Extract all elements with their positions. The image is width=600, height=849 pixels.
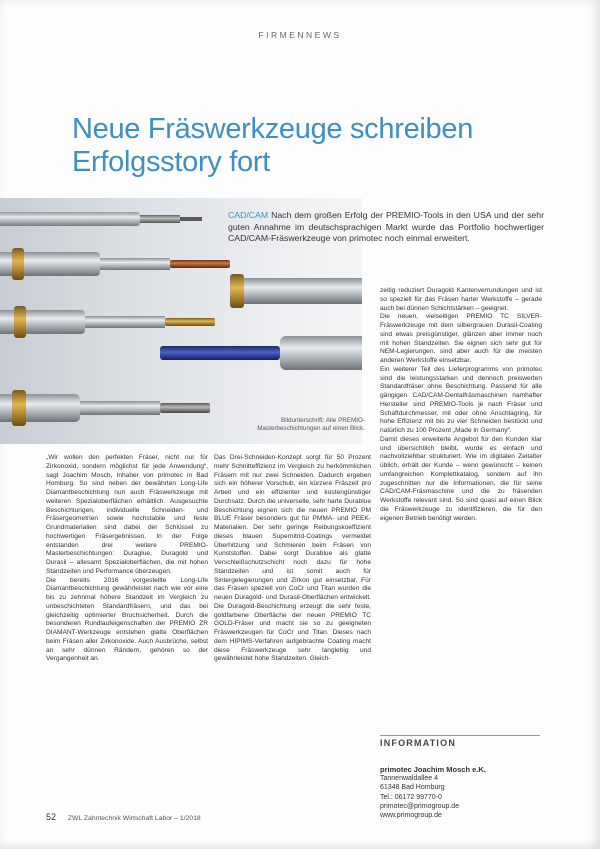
tool-3 bbox=[230, 274, 362, 308]
paragraph: zeitig reduziert Duragold Kantenverrundungen und ist so speziell für das Fräsen harter Werkstoffe – gerade auch bei dünnen Schichtstärken – geeignet. bbox=[380, 287, 542, 312]
text-column-3 bbox=[380, 287, 542, 523]
image-caption: Bildunterschrift: Alle PREMIO-Masterbeschichtungen auf einen Blick. bbox=[257, 417, 365, 432]
text-column-2 bbox=[214, 454, 371, 664]
tool-6 bbox=[0, 390, 210, 426]
headline-line-2: Erfolgsstory fort bbox=[72, 146, 270, 178]
text-column-1 bbox=[46, 454, 208, 664]
paragraph: Damit dieses erweiterte Angebot für den Kunden klar und übersichtlich bleibt, wurde es einfach und nachvollziehbar strukturiert. Wie im digitalen Zeitalter üblich, erhält der Kunde – wenn gewünscht – keinen umfangreichen Komplettkatalog, sondern auf ihn zugeschnitten nur die Informationen, die für seine CAD/CAM-Fräsmaschine und die zu fräsenden Werkstoffe relevant sind. So sind quasi auf einen Blick die Fräswerkzeuge zu identifizieren, die für den eigenen Betrieb benötigt werden. bbox=[380, 435, 542, 522]
lead-tag: CAD/CAM bbox=[228, 210, 269, 220]
tool-5 bbox=[160, 336, 362, 370]
paragraph: Das Drei-Schneiden-Konzept sorgt für 50 Prozent mehr Schnitteffizienz im Vergleich zu herkömmlichen Fräsern mit nur zwei Schneiden. Dadurch ergeben sich ein höherer Vorschub, ein kürzere Fräszeit pro Arbeit und ein effizienter und kostengünstiger Durchsatz. Durch die universelle, sehr harte Durablue Beschichtung eignen sich die neuen PREMIO PM BLUE Fräser besonders gut für PMMA- und PEEK-Materialien. Der sehr geringe Reibungskoeffizient dieses blauen Supernitrid-Coatings vermeidet Überhitzung und Schmieren beim Fräsen von Kunststoffen. Dabei sorgt Durablue als glatte Verschleißschutzschicht noch dazu für hohe Standzeiten und ist somit auch für Sintergelegierungen und Zirkon gut einsetzbar. Für das Fräsen speziell von CoCr und Titan wurden die neuen Duragold- und Durasil-Oberflächen entwickelt. Die Duragold-Beschichtung erzeugt die sehr feste, goldfarbene Oberfläche der neuen PREMIO TC GOLD-Fräser und macht sie so zu geeigneten Fräswerkzeugen für CoCr und Titan. Dieses nach dem HIPIMS-Verfahren aufgebrachte Coating macht diese Fräswerkzeuge sehr langlebig und gewährleistet hohe Standzeiten. Gleich- bbox=[214, 454, 371, 663]
info-box bbox=[380, 765, 545, 820]
page-footer bbox=[46, 812, 201, 822]
phone: Tel.: 06172 99770-0 bbox=[380, 793, 442, 801]
paragraph: „Wir wollen den perfekten Fräser, nicht nur für Zirkonoxid, sondern möglichst für jede Anwendung“, sagt Joachim Mosch, Inhaber von primotec in Bad Homburg. So sind neben der bewährten Long-Life Diamantbeschichtung nun auch Fräswerkzeuge mit weiteren Spezialoberflächen erhältlich. Ausgesuchte Beschichtungen, individuelle Schneiden- und Fräsergeometrien sowie hochstabile und feste Grundmaterialien sind dabei der Schlüssel zu hochwertigen Fräsergebnissen. In der Folge entstanden drei weitere PREMIO-Masterbeschichtungen: Duraglue, Duragold und Durasil – allesamt Spezialoberflächen, die mit hohen Standzeiten und Performance überzeugen. bbox=[46, 454, 208, 575]
info-divider bbox=[380, 735, 540, 736]
headline bbox=[72, 113, 502, 179]
publication-name: ZWL Zahntechnik Wirtschaft Labor – 1/2018 bbox=[67, 815, 201, 822]
web-link[interactable]: www.primogroup.de bbox=[380, 812, 442, 820]
tool-1 bbox=[0, 212, 202, 226]
street: Tannenwaldallee 4 bbox=[380, 775, 438, 783]
email-link[interactable]: primotec@primogroup.de bbox=[380, 802, 460, 810]
info-title: INFORMATION bbox=[380, 738, 457, 748]
paragraph: Die neuen, vielseitigen PREMIO TC SILVER-Fräswerkzeuge mit dem silbergrauen Durasil-Coating sind etwas preisgünstiger, glänzen aber immer noch mit hohen Standzeiten. Sie eignen sich sehr gut für NEM-Legierungen, sind aber auch für die meisten anderen Werkstoffe einsetzbar. bbox=[380, 313, 542, 364]
paragraph: Ein weiterer Teil des Lieferprogramms von primotec sind die leistungsstarken und dennoch preiswerten Standardfräser ohne Beschichtung. Passend für alle gängigen CAD/CAM-Dentalfräsmaschinen namhafter Hersteller sind PREMIO-Tools je nach Fräser und Schaftdurchmesser, mit oder ohne Anschlagring, für hohe Effizienz mit bis zu vier Schneiden bestückt und natürlich zu 100 Prozent „Made in Germany“. bbox=[380, 365, 542, 434]
lead-paragraph bbox=[228, 210, 544, 245]
tool-2 bbox=[0, 248, 230, 280]
tool-4 bbox=[0, 306, 215, 338]
lead-text: Nach dem großen Erfolg der PREMIO-Tools in den USA und der sehr guten Annahme im deutschsprachigen Markt wurde das Portfolio hochwertiger CAD/CAM-Fräswerkzeuge von primotec noch einmal erweitert. bbox=[228, 210, 544, 244]
company-name: primotec Joachim Mosch e.K. bbox=[380, 765, 486, 774]
page-number: 52 bbox=[46, 812, 57, 822]
section-label: FIRMENNEWS bbox=[258, 30, 342, 40]
headline-line-1: Neue Fräswerkzeuge schreiben bbox=[72, 113, 474, 145]
paragraph: Die bereits 2016 vorgestellte Long-Life Diamantbeschichtung gewährleistet nach wie vor eine bis zu zehnmal höhere Standzeit im Vergleich zu unbeschichteten Standardfräsern, und das bei gleichzeitig optimierter Bruchsicherheit. Durch die besonderen Rundlaufeigenschaften der PREMIO ZR DIAMANT-Werkzeuge entstehen glatte Oberflächen beim Fräsen aller Zirkonoxide. Auch Ausbrüche, selbst an sehr dünnen Rändern, gehören so der Vergangenheit an. bbox=[46, 576, 208, 663]
city: 61348 Bad Homburg bbox=[380, 784, 445, 792]
